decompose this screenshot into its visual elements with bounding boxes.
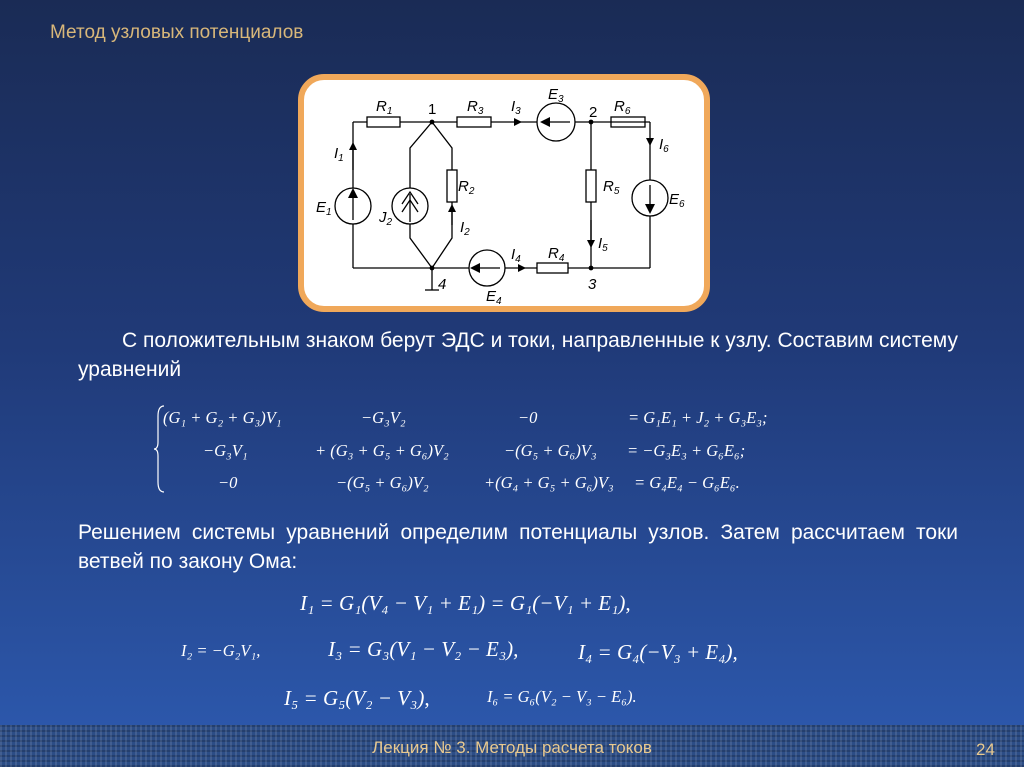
svg-text:I5: $I_5$ <box>598 235 608 254</box>
system-row-3-c1: −0 <box>218 473 238 492</box>
svg-text:I6: $I_6$ <box>659 136 669 155</box>
svg-text:J2: $J_2$ <box>379 209 393 228</box>
system-row-2-c1: −G₃V₁ <box>203 441 248 460</box>
svg-text:E3: $E_3$ <box>548 86 564 105</box>
page-number: 24 <box>976 740 995 759</box>
footer-title: Лекция № 3. Методы расчета токов <box>372 738 652 757</box>
circuit-schematic <box>304 80 704 306</box>
svg-text:2: 2 <box>589 104 598 121</box>
svg-text:I3: $I_3$ <box>511 98 521 117</box>
system-row-2-c2: + (G₃ + G₅ + G₆)V₂ <box>315 441 449 460</box>
system-row-3-c2: −(G₅ + G₆)V₂ <box>336 473 429 492</box>
svg-text:R3: $R_3$ <box>467 98 484 117</box>
slide-title: Метод узловых потенциалов <box>50 22 304 43</box>
formula-I2: I₂ = −G₂V₁, <box>181 641 261 660</box>
svg-text:R5: $R_5$ <box>603 178 620 197</box>
formula-I5: I₅ = G₅(V₂ − V₃), <box>284 686 430 710</box>
svg-text:E6: $E_6$ <box>669 191 685 210</box>
svg-text:R2: $R_2$ <box>458 178 475 197</box>
circuit-diagram <box>298 74 710 312</box>
svg-text:1: 1 <box>428 101 437 118</box>
svg-text:R4: $R_4$ <box>548 245 565 264</box>
paragraph-sign-rule: С положительным знаком берут ЭДС и токи, направленные к узлу. Составим систему уравнений <box>78 329 958 381</box>
svg-text:4: 4 <box>438 276 447 293</box>
formula-I4: I₄ = G₄(−V₃ + E₄), <box>578 640 738 664</box>
system-row-1-c1: (G₁ + G₂ + G₃)V₁ <box>163 408 282 427</box>
system-row-1-c4: = G₁E₁ + J₂ + G₃E₃; <box>628 408 768 427</box>
system-row-2-c3: −(G₅ + G₆)V₃ <box>504 441 597 460</box>
formula-I3: I₃ = G₃(V₁ − V₂ − E₃), <box>328 637 519 661</box>
svg-text:I2: $I_2$ <box>460 219 470 238</box>
svg-text:E4: $E_4$ <box>486 288 502 306</box>
svg-text:I4: $I_4$ <box>511 246 521 265</box>
svg-text:3: 3 <box>588 276 597 293</box>
svg-text:E1: $E_1$ <box>316 199 332 218</box>
system-row-3-c3: +(G₄ + G₅ + G₆)V₃ <box>484 473 614 492</box>
formula-I1: I₁ = G₁(V₄ − V₁ + E₁) = G₁(−V₁ + E₁), <box>300 591 631 615</box>
formula-I6: I₆ = G₆(V₂ − V₃ − E₆). <box>487 687 637 706</box>
svg-text:R6: $R_6$ <box>614 98 631 117</box>
system-row-2-c4: = −G₃E₃ + G₆E₆; <box>627 441 746 460</box>
paragraph-solution: Решением системы уравнений определим потенциалы узлов. Затем рассчитаем токи ветвей по закону Ома: <box>78 521 958 573</box>
system-row-1-c3: −0 <box>518 408 538 427</box>
svg-text:I1: $I_1$ <box>334 145 344 164</box>
system-row-3-c4: = G₄E₄ − G₆E₆. <box>634 473 740 492</box>
svg-text:R1: $R_1$ <box>376 98 393 117</box>
system-row-1-c2: −G₃V₂ <box>361 408 406 427</box>
